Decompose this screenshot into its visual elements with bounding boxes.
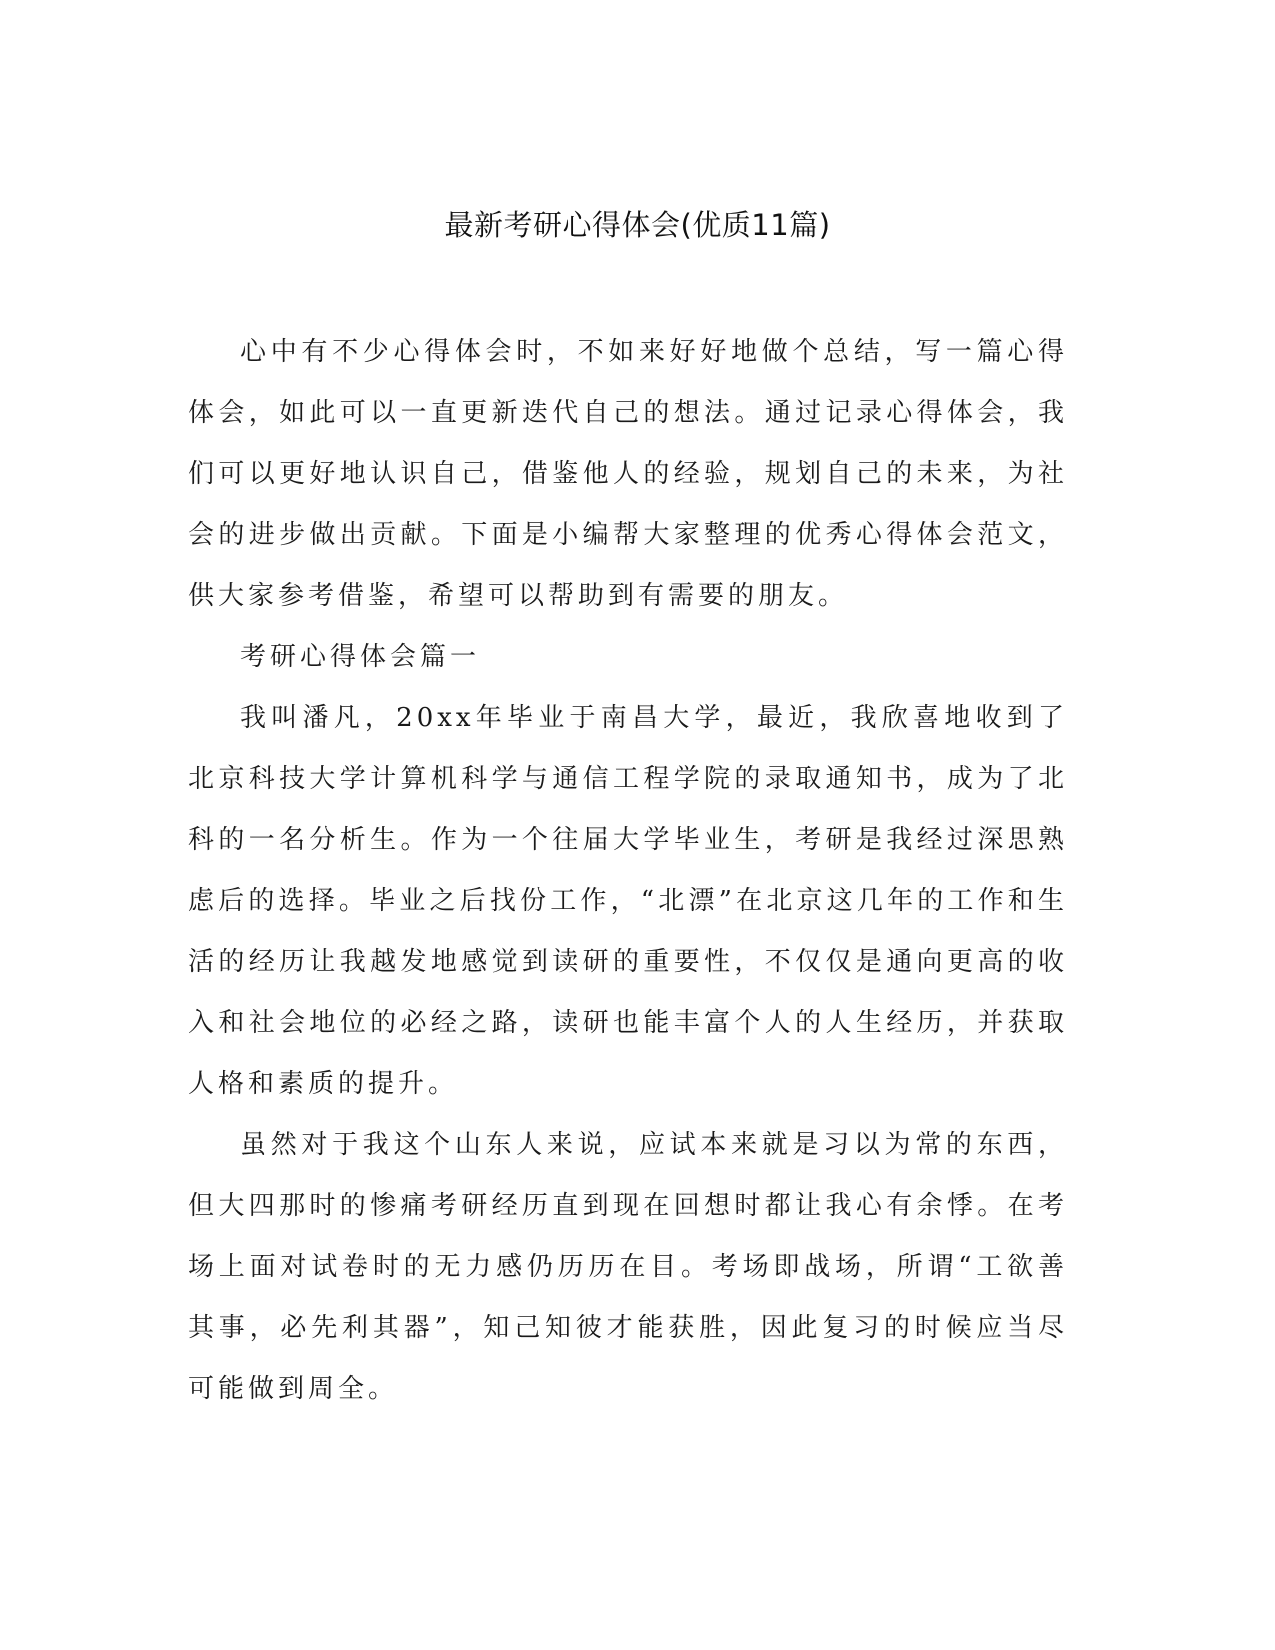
body-paragraph: 虽然对于我这个山东人来说，应试本来就是习以为常的东西，但大四那时的惨痛考研经历直到现在回想时都让我心有余悸。在考场上面对试卷时的无力感仍历历在目。考场即战场，所谓“工欲善其事，必先利其器”，知己知彼才能获胜，因此复习的时候应当尽可能做到周全。 xyxy=(188,1130,1068,1404)
body-paragraph: 我叫潘凡，20xx年毕业于南昌大学，最近，我欣喜地收到了北京科技大学计算机科学与通信工程学院的录取通知书，成为了北科的一名分析生。作为一个往届大学毕业生，考研是我经过深思熟虑后的选择。毕业之后找份工作，“北漂”在北京这几年的工作和生活的经历让我越发地感觉到读研的重要性，不仅仅是通向更高的收入和社会地位的必经之路，读研也能丰富个人的人生经历，并获取人格和素质的提升。 xyxy=(188,703,1068,1099)
document-body xyxy=(188,322,1068,1420)
intro-paragraph: 心中有不少心得体会时，不如来好好地做个总结，写一篇心得体会，如此可以一直更新迭代自己的想法。通过记录心得体会，我们可以更好地认识自己，借鉴他人的经验，规划自己的未来，为社会的进步做出贡献。下面是小编帮大家整理的优秀心得体会范文，供大家参考借鉴，希望可以帮助到有需要的朋友。 xyxy=(188,337,1068,611)
section-heading: 考研心得体会篇一 xyxy=(240,642,481,672)
document-title: 最新考研心得体会(优质11篇) xyxy=(444,208,831,242)
